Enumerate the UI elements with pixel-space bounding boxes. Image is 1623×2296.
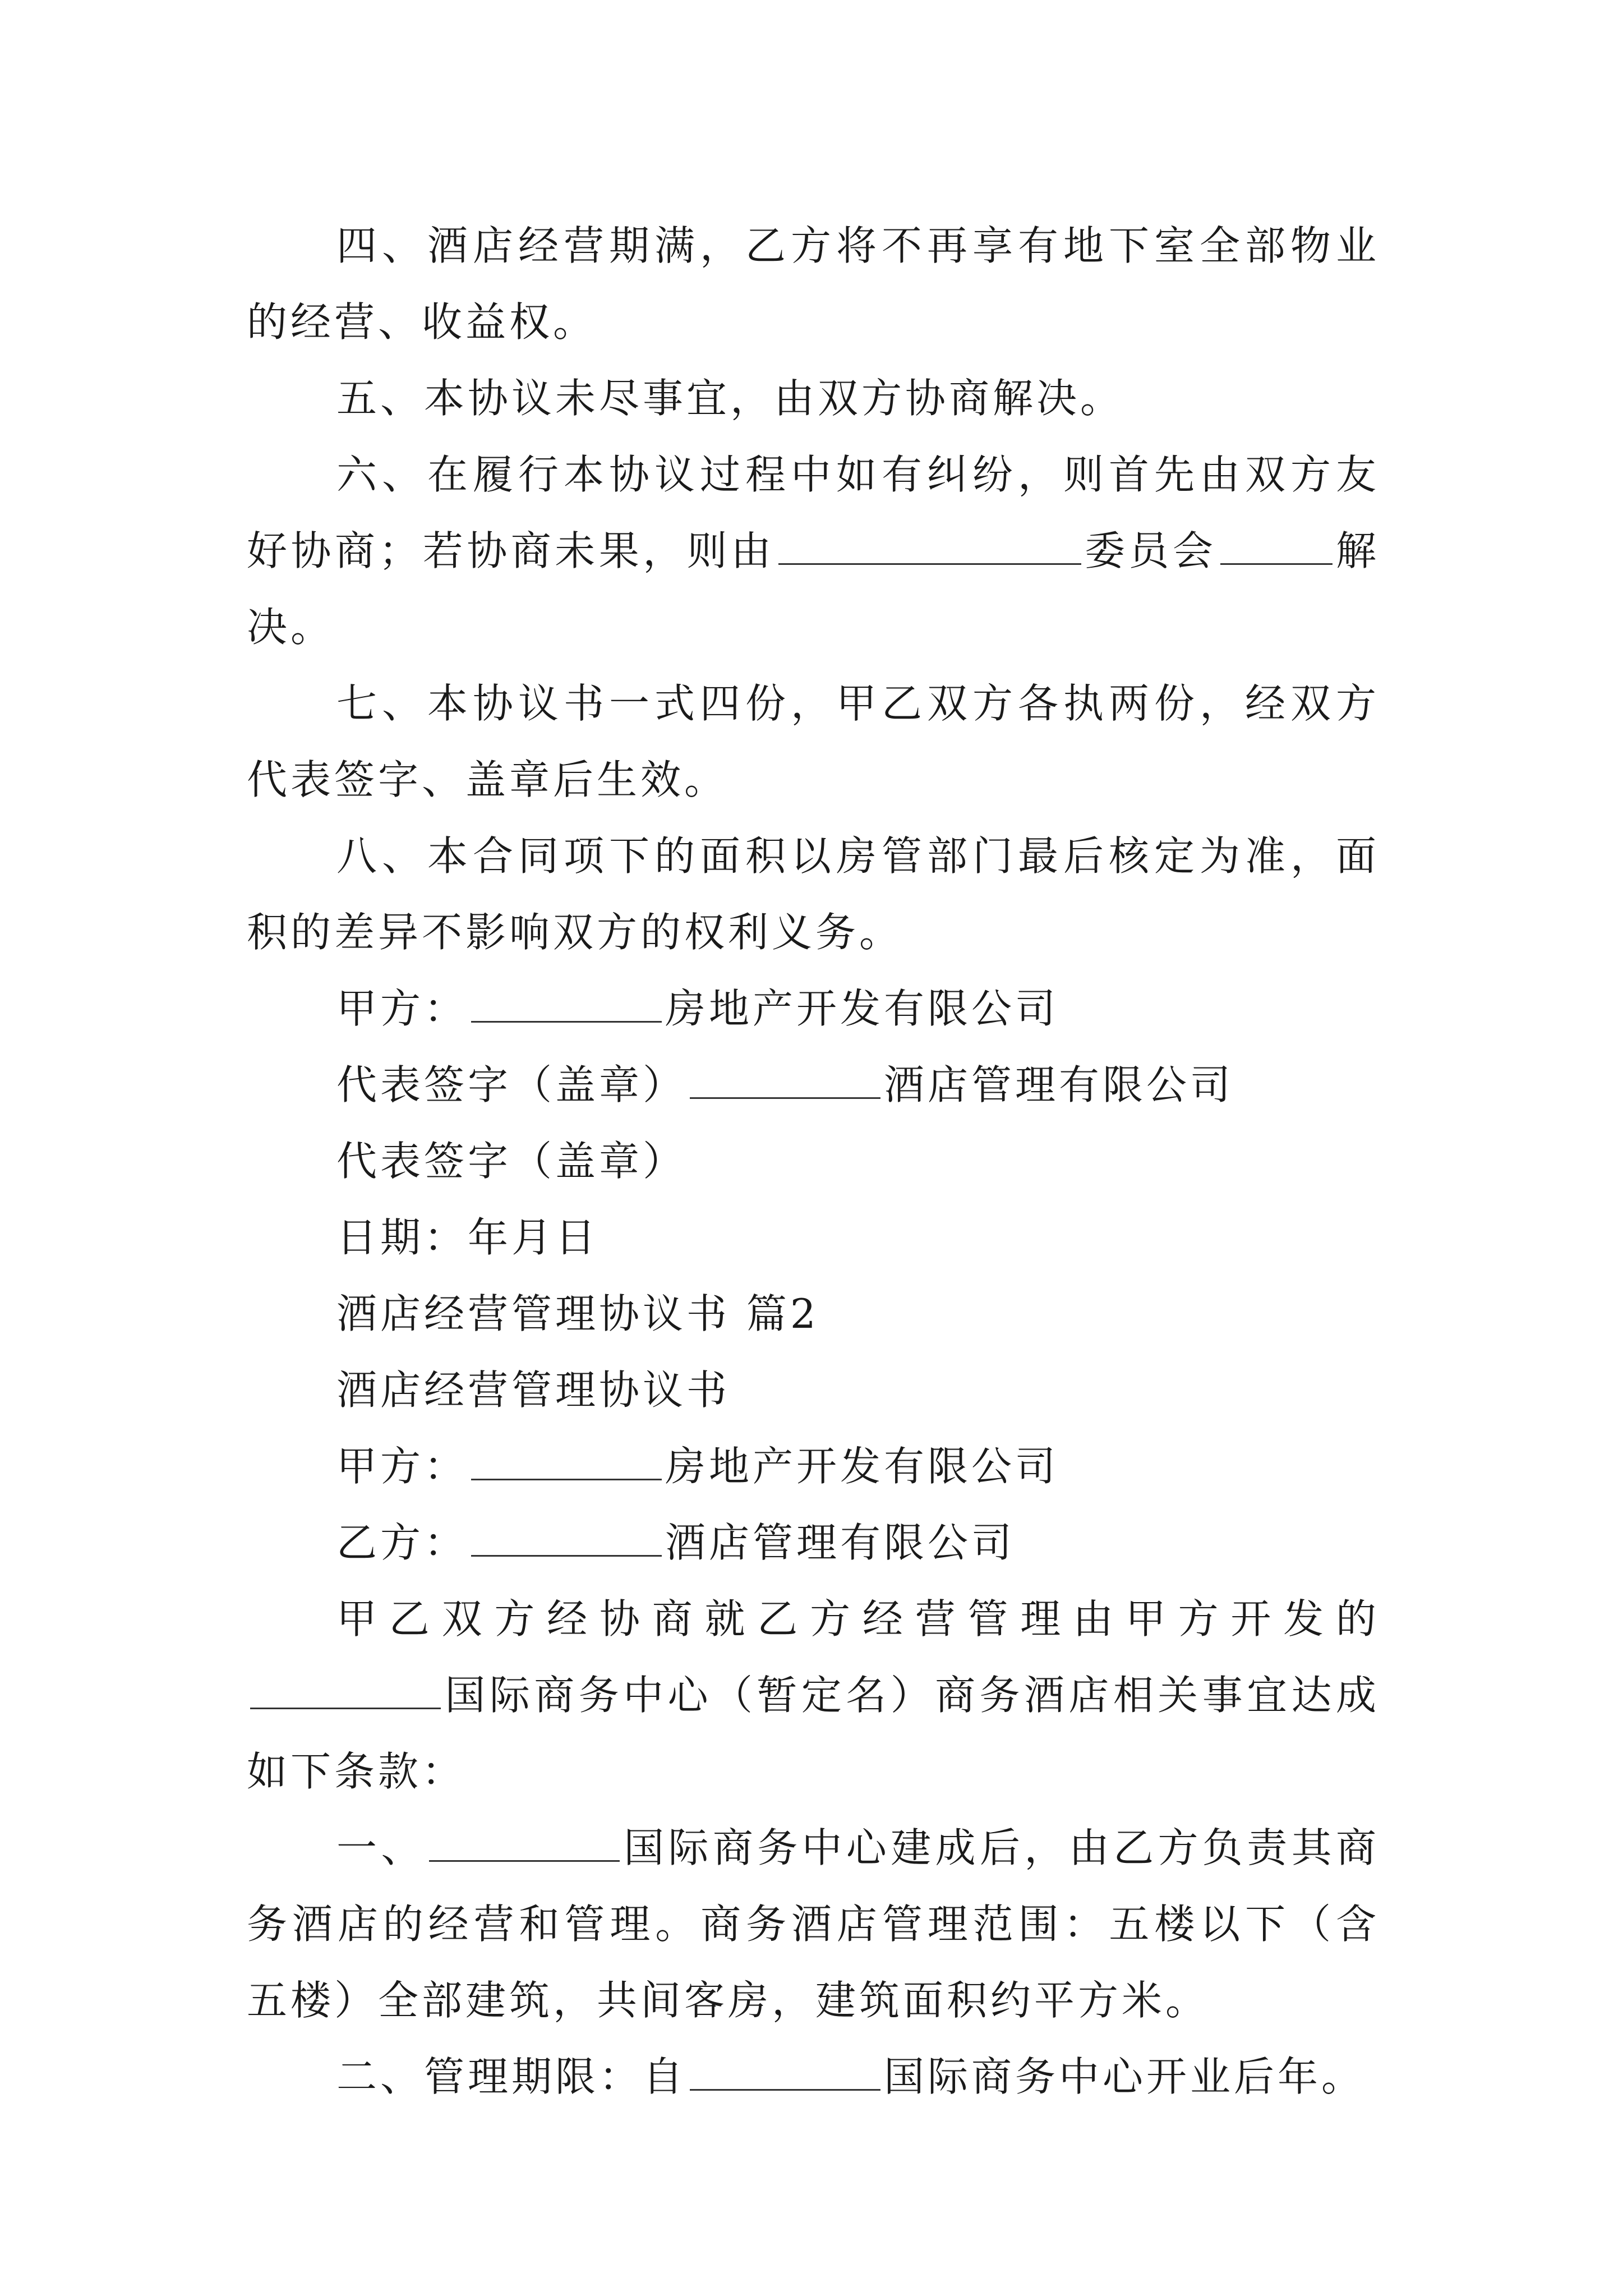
blank-party-a-company xyxy=(471,1447,662,1480)
signature-representative-2: 代表签字（盖章） xyxy=(336,1138,687,1185)
blank-arbitration-type xyxy=(1220,532,1332,565)
clause-7: 七、本协议书一式四份，甲乙双方各执两份，经双方代表签字、盖章后生效。 xyxy=(247,680,1380,803)
blank-arbitration-body xyxy=(778,532,1081,565)
item-1-text-1: 一、 xyxy=(336,1824,426,1871)
blank-party-a-name xyxy=(471,990,662,1023)
blank-party-b-company xyxy=(471,1524,662,1557)
clause-5: 五、本协议未尽事宜，由双方协商解决。 xyxy=(336,375,1124,422)
item-2 xyxy=(247,2039,1380,2115)
intro-text-1: 甲乙双方经协商就乙方经营管理由甲方开发的 xyxy=(336,1595,1380,1642)
date-line: 日期：年月日 xyxy=(336,1214,600,1261)
clause-6 xyxy=(247,436,1380,665)
party-a-line xyxy=(247,1428,1380,1504)
signature-party-a xyxy=(247,970,1380,1047)
item-2-text-1: 二、管理期限：自 xyxy=(336,2053,687,2100)
blank-item-1-center xyxy=(429,1829,620,1862)
party-b-line xyxy=(247,1504,1380,1581)
blank-party-b-name xyxy=(690,1066,880,1099)
party-b-suffix: 酒店管理有限公司 xyxy=(665,1519,1016,1566)
document-body xyxy=(247,208,1380,2115)
blank-center-name xyxy=(250,1676,441,1709)
item-1 xyxy=(247,1810,1380,2039)
party-a-label: 甲方： xyxy=(336,1443,468,1490)
clause-6-text-3: 解决。 xyxy=(247,527,1380,651)
intro-paragraph xyxy=(247,1581,1380,1810)
signature-party-a-label: 甲方： xyxy=(336,985,468,1032)
signature-rep-1-suffix: 酒店管理有限公司 xyxy=(884,1061,1234,1108)
clause-6-text-2: 委员会 xyxy=(1084,527,1217,574)
signature-rep-1-label: 代表签字（盖章） xyxy=(336,1061,687,1108)
clause-6-text-1: 六、在履行本协议过程中如有纠纷，则首先由双方友好协商；若协商未果，则由 xyxy=(247,451,1380,574)
clause-8: 八、本合同项下的面积以房管部门最后核定为准，面积的差异不影响双方的权利义务。 xyxy=(247,832,1380,956)
signature-representative-1 xyxy=(247,1047,1380,1123)
party-b-label: 乙方： xyxy=(336,1519,468,1566)
intro-text-2: 国际商务中心（暂定名）商务酒店相关事宜达成如下条款： xyxy=(247,1672,1380,1795)
item-1-text-2: 国际商务中心建成后，由乙方负责其商务酒店的经营和管理。商务酒店管理范围：五楼以下（含五楼）全部建筑，共间客房，建筑面积约平方米。 xyxy=(247,1824,1380,2024)
blank-item-2-center xyxy=(690,2058,880,2091)
signature-party-a-suffix: 房地产开发有限公司 xyxy=(665,985,1059,1032)
item-2-text-2: 国际商务中心开业后年。 xyxy=(884,2053,1366,2100)
clause-4: 四、酒店经营期满，乙方将不再享有地下室全部物业的经营、收益权。 xyxy=(247,222,1380,346)
party-a-suffix: 房地产开发有限公司 xyxy=(665,1443,1059,1490)
document-title: 酒店经营管理协议书 xyxy=(336,1366,731,1414)
section-title: 酒店经营管理协议书 篇2 xyxy=(336,1290,819,1337)
